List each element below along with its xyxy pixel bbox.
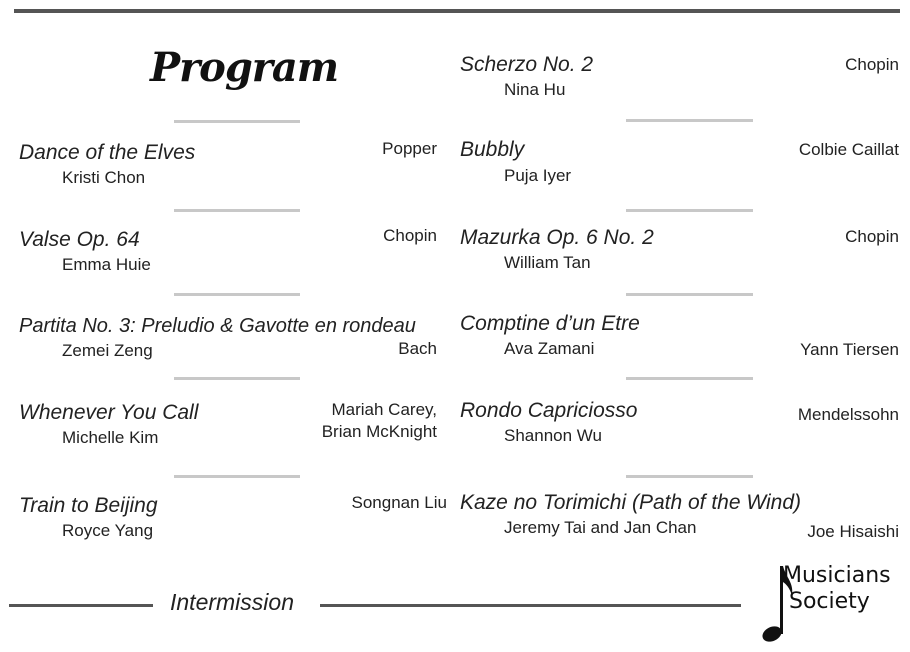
piece-title: Whenever You Call	[19, 401, 199, 424]
composer-line: Mariah Carey,	[331, 400, 437, 419]
piece-title: Scherzo No. 2	[460, 53, 594, 76]
performer-name: William Tan	[504, 253, 591, 272]
divider	[174, 293, 300, 296]
divider	[174, 475, 300, 478]
divider	[626, 475, 753, 478]
performer-name: Michelle Kim	[62, 428, 159, 447]
divider	[174, 377, 300, 380]
piece-title: Train to Beijing	[19, 494, 158, 517]
piece-title: Kaze no Torimichi (Path of the Wind)	[460, 491, 802, 514]
top-rule	[14, 9, 900, 13]
composer-name: Songnan Liu	[351, 493, 447, 512]
composer-name: Joe Hisaishi	[807, 522, 899, 541]
divider	[626, 209, 753, 212]
intermission-rule-left	[9, 604, 153, 607]
piece-title: Rondo Capriciosso	[460, 399, 638, 422]
performer-name: Nina Hu	[504, 80, 566, 99]
composer-name: Chopin	[845, 55, 899, 74]
piece-title: Bubbly	[460, 138, 525, 161]
composer-name: Popper	[382, 139, 437, 158]
musicians-society-logo	[756, 562, 902, 648]
performer-name: Zemei Zeng	[62, 341, 153, 360]
logo-text-line1: Musicians	[783, 563, 891, 588]
piece-title: Dance of the Elves	[19, 141, 196, 164]
performer-name: Puja Iyer	[504, 166, 572, 185]
composer-line: Brian McKnight	[321, 422, 437, 441]
piece-title: Mazurka Op. 6 No. 2	[460, 226, 654, 249]
performer-name: Kristi Chon	[62, 168, 146, 187]
performer-name: Ava Zamani	[504, 339, 595, 358]
performer-name: Jeremy Tai and Jan Chan	[504, 518, 697, 537]
composer-name	[322, 399, 437, 443]
composer-name: Chopin	[383, 226, 437, 245]
intermission-rule-right	[320, 604, 741, 607]
divider	[626, 377, 753, 380]
logo-text-line2: Society	[789, 589, 870, 614]
performer-name: Royce Yang	[62, 521, 154, 540]
piece-title: Valse Op. 64	[19, 228, 140, 251]
divider	[174, 120, 300, 123]
composer-name: Bach	[398, 339, 437, 358]
piece-title: Partita No. 3: Preludio & Gavotte en rondeau	[19, 315, 416, 337]
piece-title: Comptine d’un Etre	[460, 312, 640, 335]
composer-name: Colbie Caillat	[798, 140, 899, 159]
composer-name: Chopin	[845, 227, 899, 246]
intermission-label: Intermission	[170, 589, 294, 615]
divider	[174, 209, 300, 212]
composer-name: Mendelssohn	[797, 405, 899, 424]
page-title: Program	[150, 44, 339, 91]
composer-name: Yann Tiersen	[800, 340, 899, 359]
divider	[626, 293, 753, 296]
performer-name: Emma Huie	[62, 255, 151, 274]
divider	[626, 119, 753, 122]
performer-name: Shannon Wu	[504, 426, 602, 445]
